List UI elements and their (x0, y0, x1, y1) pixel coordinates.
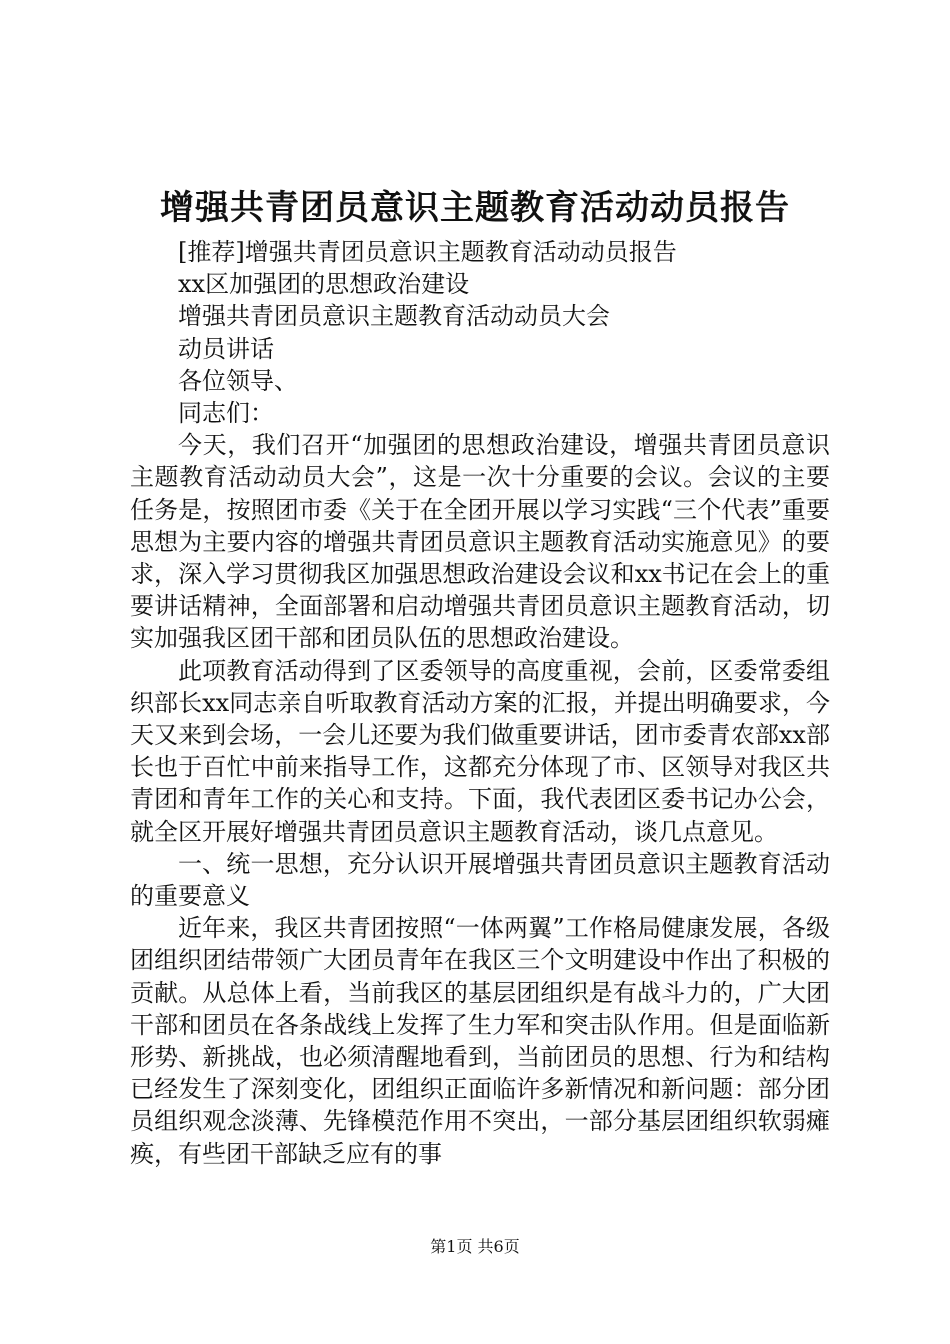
meta-line-meeting: 增强共青团员意识主题教育活动动员大会 (178, 302, 610, 331)
meta-line-speech: 动员讲话 (178, 334, 274, 363)
document-title: 增强共青团员意识主题教育活动动员报告 (160, 188, 790, 228)
meta-line-salutation-leaders: 各位领导、 (178, 366, 298, 395)
meta-line-district: xx区加强团的思想政治建设 (178, 270, 470, 299)
page-number-footer: 第1页 共6页 (430, 1237, 520, 1256)
document-body (130, 236, 830, 1170)
meta-line-recommend: [推荐]增强共青团员意识主题教育活动动员报告 (178, 238, 677, 266)
paragraph-leadership: 此项教育活动得到了区委领导的高度重视，会前，区委常委组织部长xx同志亲自听取教育活动方案的汇报，并提出明确要求，今天又来到会场，一会儿还要为我们做重要讲话，团市委青农部xx部长也于百忙中前来指导工作，这都充分体现了市、区领导对我区共青团和青年工作的关心和支持。下面，我代表团区委书记办公会，就全区开展好增强共青团员意识主题教育活动，谈几点意见。 (130, 656, 830, 846)
paragraph-recent-years: 近年来，我区共青团按照“一体两翼”工作格局健康发展，各级团组织团结带领广大团员青年在我区三个文明建设中作出了积极的贡献。从总体上看，当前我区的基层团组织是有战斗力的，广大团干部和团员在各条战线上发挥了生力军和突击队作用。但是面临新形势、新挑战，也必须清醒地看到，当前团员的思想、行为和结构已经发生了深刻变化，团组织正面临许多新情况和新问题：部分团员组织观念淡薄、先锋模范作用不突出，一部分基层团组织软弱瘫痪，有些团干部缺乏应有的事 (130, 914, 830, 1168)
section-heading-1: 一、统一思想，充分认识开展增强共青团员意识主题教育活动的重要意义 (130, 849, 830, 911)
paragraph-intro: 今天，我们召开“加强团的思想政治建设，增强共青团员意识主题教育活动动员大会”，这是一次十分重要的会议。会议的主要任务是，按照团市委《关于在全团开展以学习实践“三个代表”重要思想为主要内容的增强共青团员意识主题教育活动实施意见》的要求，深入学习贯彻我区加强思想政治建设会议和xx书记在会上的重要讲话精神，全面部署和启动增强共青团员意识主题教育活动，切实加强我区团干部和团员队伍的思想政治建设。 (130, 431, 830, 653)
meta-line-salutation-comrades: 同志们： (178, 399, 274, 428)
